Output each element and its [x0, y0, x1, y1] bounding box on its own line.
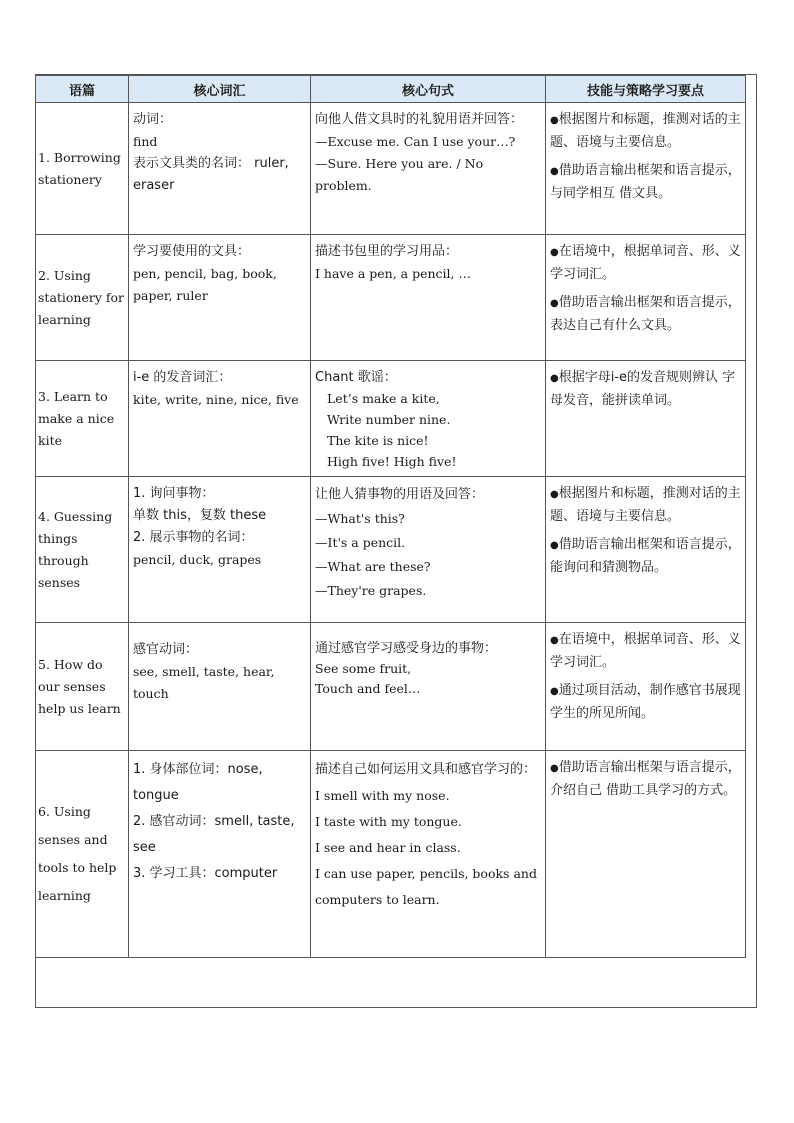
skill-item [550, 483, 742, 528]
vocab-cell [129, 235, 311, 361]
bullet-icon: ● [550, 540, 559, 551]
header-sentences: 核心句式 [311, 76, 546, 103]
vocab-cell [129, 361, 311, 477]
vocab-line: 1. 身体部位词：nose, tongue [133, 762, 263, 803]
vocab-line: 2. 展示事物的名词： [133, 530, 254, 545]
sentence-line: I smell with my nose. [315, 788, 450, 803]
vocab-line: 2. 感官动词：smell, taste, see [133, 814, 295, 855]
table-row [36, 103, 746, 235]
table-row [36, 751, 746, 958]
sentence-cell [311, 477, 546, 623]
topic-cell: 1. Borrowing stationery [36, 103, 129, 235]
skill-text: 通过项目活动，制作感官书展现学生的所见所闻。 [550, 683, 741, 721]
skill-text: 在语境中，根据单词音、形、义学习词汇。 [550, 632, 741, 670]
skill-item [550, 757, 742, 802]
skills-cell [546, 751, 746, 958]
vocab-line: pencil, duck, grapes [133, 552, 262, 567]
bullet-icon: ● [550, 247, 559, 258]
sentence-line: Write number nine. [327, 412, 451, 427]
skill-text: 借助语言输出框架与语言提示，介绍自己 借助工具学习的方式。 [550, 760, 741, 798]
sentence-line: See some fruit, [315, 661, 412, 676]
vocab-cell [129, 751, 311, 958]
skill-text: 借助语言输出框架和语言提示，能询问和猜测物品。 [550, 537, 741, 575]
vocab-line: pen, pencil, bag, book, paper, ruler [133, 266, 277, 303]
skill-text: 根据图片和标题，推测对话的主题、语境与主要信息。 [550, 486, 741, 524]
sentence-line: —It's a pencil. [315, 535, 406, 550]
skill-item [550, 534, 742, 579]
table-header-row [36, 76, 746, 103]
skill-text: 在语境中，根据单词音、形、义学习词汇。 [550, 244, 741, 282]
sentence-line: I taste with my tongue. [315, 814, 462, 829]
sentence-cell [311, 361, 546, 477]
skill-text: 借助语言输出框架和语言提示，表达自己有什么文具。 [550, 295, 741, 333]
vocab-line: kite, write, nine, nice, five [133, 392, 299, 407]
skills-cell [546, 103, 746, 235]
vocab-line: i-e 的发音词汇： [133, 370, 232, 385]
sentence-cell [311, 103, 546, 235]
bullet-icon: ● [550, 763, 559, 774]
skill-text: 根据字母i-e的发音规则辨认 字母发音，能拼读单词。 [550, 370, 736, 408]
sentence-line: High five! High five! [327, 454, 457, 469]
sentence-cell [311, 235, 546, 361]
vocab-cell [129, 103, 311, 235]
sentence-cell [311, 623, 546, 751]
table-row [36, 361, 746, 477]
table-row [36, 235, 746, 361]
sentence-line: 向他人借文具时的礼貌用语并回答： [315, 112, 524, 127]
skill-item [550, 109, 742, 154]
sentence-line: —Excuse me. Can I use your…? [315, 134, 516, 149]
skills-cell [546, 361, 746, 477]
skills-cell [546, 477, 746, 623]
table-row [36, 623, 746, 751]
bullet-icon: ● [550, 489, 559, 500]
topic-cell: 5. How do our senses help us learn [36, 623, 129, 751]
sentence-line: 通过感官学习感受身边的事物： [315, 641, 498, 656]
vocab-line: 表示文具类的名词： ruler, eraser [133, 156, 289, 193]
skill-text: 借助语言输出框架和语言提示，与同学相互 借文具。 [550, 163, 741, 201]
curriculum-table [35, 75, 746, 958]
sentence-line: —What are these? [315, 559, 431, 574]
skill-item [550, 241, 742, 286]
skill-item [550, 367, 742, 412]
topic-cell: 3. Learn to make a nice kite [36, 361, 129, 477]
header-skills: 技能与策略学习要点 [546, 76, 746, 103]
sentence-line: I see and hear in class. [315, 840, 461, 855]
skill-text: 根据图片和标题，推测对话的主题、语境与主要信息。 [550, 112, 741, 150]
vocab-line: 1. 询问事物： [133, 486, 215, 501]
sentence-line: The kite is nice! [327, 433, 429, 448]
header-vocabulary: 核心词汇 [129, 76, 311, 103]
sentence-line: 让他人猜事物的用语及回答： [315, 487, 485, 502]
topic-cell: 2. Using stationery for learning [36, 235, 129, 361]
vocab-cell [129, 477, 311, 623]
topic-cell: 6. Using senses and tools to help learning [36, 751, 129, 958]
vocab-cell [129, 623, 311, 751]
sentence-line: 描述书包里的学习用品： [315, 244, 459, 259]
header-topic: 语篇 [36, 76, 129, 103]
sentence-line: I can use paper, pencils, books and computers to learn. [315, 866, 537, 907]
sentence-line: 描述自己如何运用文具和感官学习的： [315, 762, 537, 777]
sentence-line: —Sure. Here you are. / No problem. [315, 156, 484, 193]
skill-item [550, 160, 742, 205]
skill-item [550, 292, 742, 337]
bullet-icon: ● [550, 115, 559, 126]
bullet-icon: ● [550, 635, 559, 646]
topic-cell: 4. Guessing things through senses [36, 477, 129, 623]
sentence-line: Chant 歌谣： [315, 370, 397, 385]
sentence-line: I have a pen, a pencil, … [315, 266, 471, 281]
bullet-icon: ● [550, 166, 559, 177]
sentence-line: Let’s make a kite, [327, 391, 440, 406]
skills-cell [546, 623, 746, 751]
vocab-line: find [133, 134, 158, 149]
table-row [36, 477, 746, 623]
vocab-line: 动词： [133, 112, 173, 127]
bullet-icon: ● [550, 298, 559, 309]
bullet-icon: ● [550, 373, 559, 384]
sentence-line: —They're grapes. [315, 583, 427, 598]
bullet-icon: ● [550, 686, 559, 697]
sentence-line: —What's this? [315, 511, 405, 526]
vocab-line: 3. 学习工具：computer [133, 866, 278, 881]
skill-item [550, 629, 742, 674]
skill-item [550, 680, 742, 725]
sentence-line: Touch and feel… [315, 681, 421, 696]
vocab-line: 感官动词： [133, 642, 199, 657]
skills-cell [546, 235, 746, 361]
vocab-line: 单数 this，复数 these [133, 508, 267, 523]
sentence-cell [311, 751, 546, 958]
vocab-line: see, smell, taste, hear, touch [133, 664, 275, 701]
vocab-line: 学习要使用的文具： [133, 244, 251, 259]
